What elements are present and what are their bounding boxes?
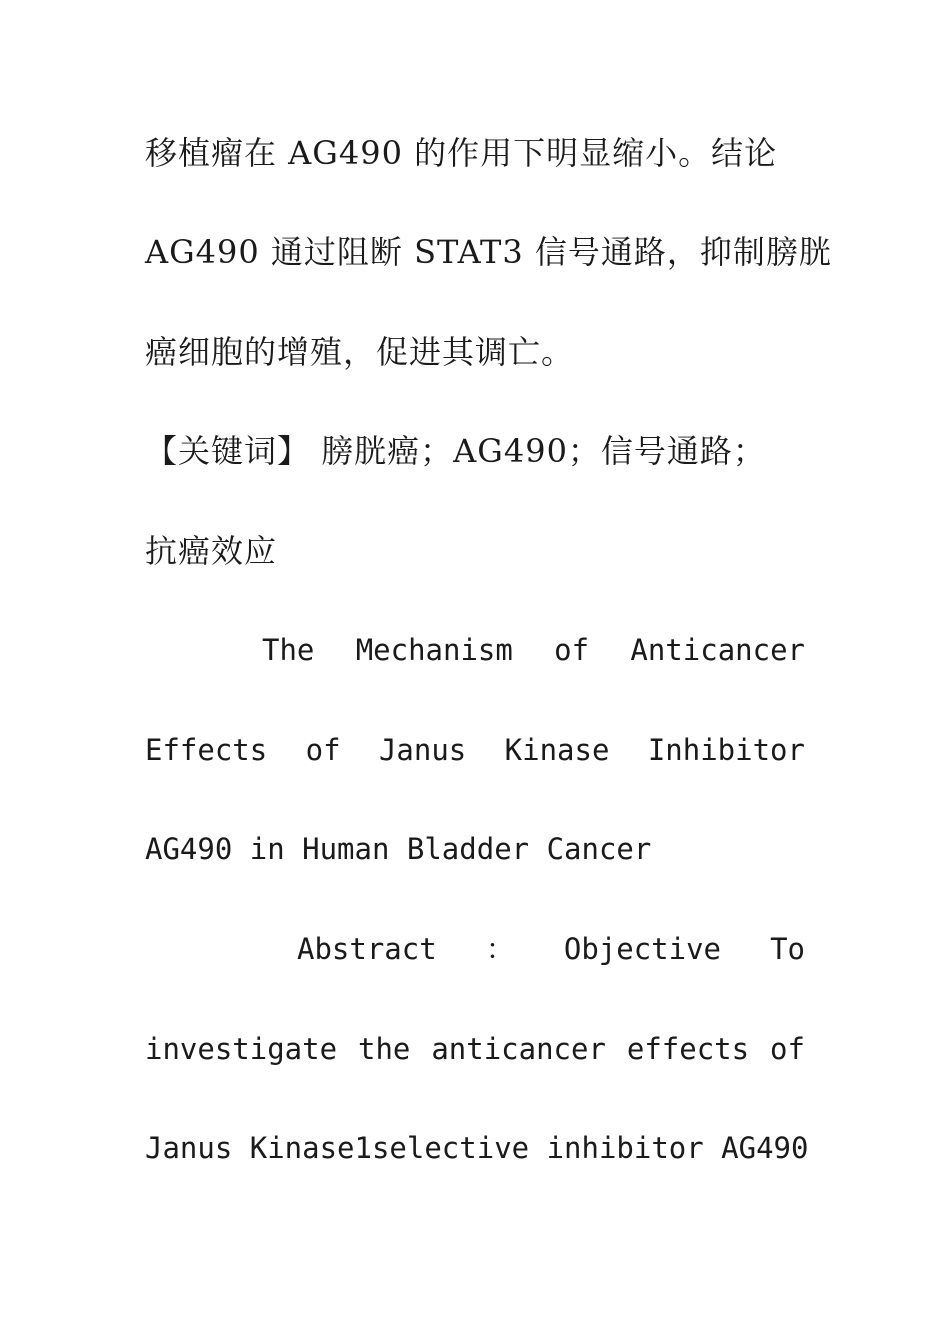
keywords-line-1: 【关键词】 膀胱癌；AG490；信号通路；: [145, 432, 766, 470]
paragraph-line-2: AG490 通过阻断 STAT3 信号通路，抑制膀胱: [145, 233, 832, 271]
abstract-word: ：: [485, 932, 515, 966]
abstract-line-1: [297, 927, 805, 971]
english-title-line-2: [145, 728, 805, 772]
abstract-word: To: [770, 932, 805, 966]
keywords-line-2: 抗癌效应: [145, 532, 278, 570]
abstract-word: Abstract: [297, 932, 437, 966]
english-title-line-1: [262, 628, 805, 672]
abstract-word: investigate: [145, 1032, 338, 1066]
title-word: Anticancer: [630, 633, 805, 667]
abstract-word: of: [770, 1032, 805, 1066]
english-title-line-3: AG490 in Human Bladder Cancer: [145, 832, 652, 866]
abstract-line-3: Janus Kinase1selective inhibitor AG490: [145, 1131, 809, 1165]
title-word: Effects: [145, 733, 268, 767]
title-word: of: [554, 633, 590, 667]
title-word: of: [305, 733, 341, 767]
abstract-word: the: [358, 1032, 411, 1066]
title-word: Mechanism: [355, 633, 513, 667]
paragraph-line-1: 移植瘤在 AG490 的作用下明显缩小。结论: [145, 134, 778, 172]
abstract-line-2: [145, 1027, 805, 1071]
title-word: The: [262, 633, 315, 667]
abstract-word: effects: [626, 1032, 750, 1066]
title-word: Kinase: [504, 733, 610, 767]
title-word: Inhibitor: [647, 733, 805, 767]
title-word: Janus: [378, 733, 467, 767]
paragraph-line-3: 癌细胞的增殖，促进其调亡。: [145, 333, 575, 371]
abstract-word: anticancer: [431, 1032, 606, 1066]
abstract-word: Objective: [563, 932, 721, 966]
